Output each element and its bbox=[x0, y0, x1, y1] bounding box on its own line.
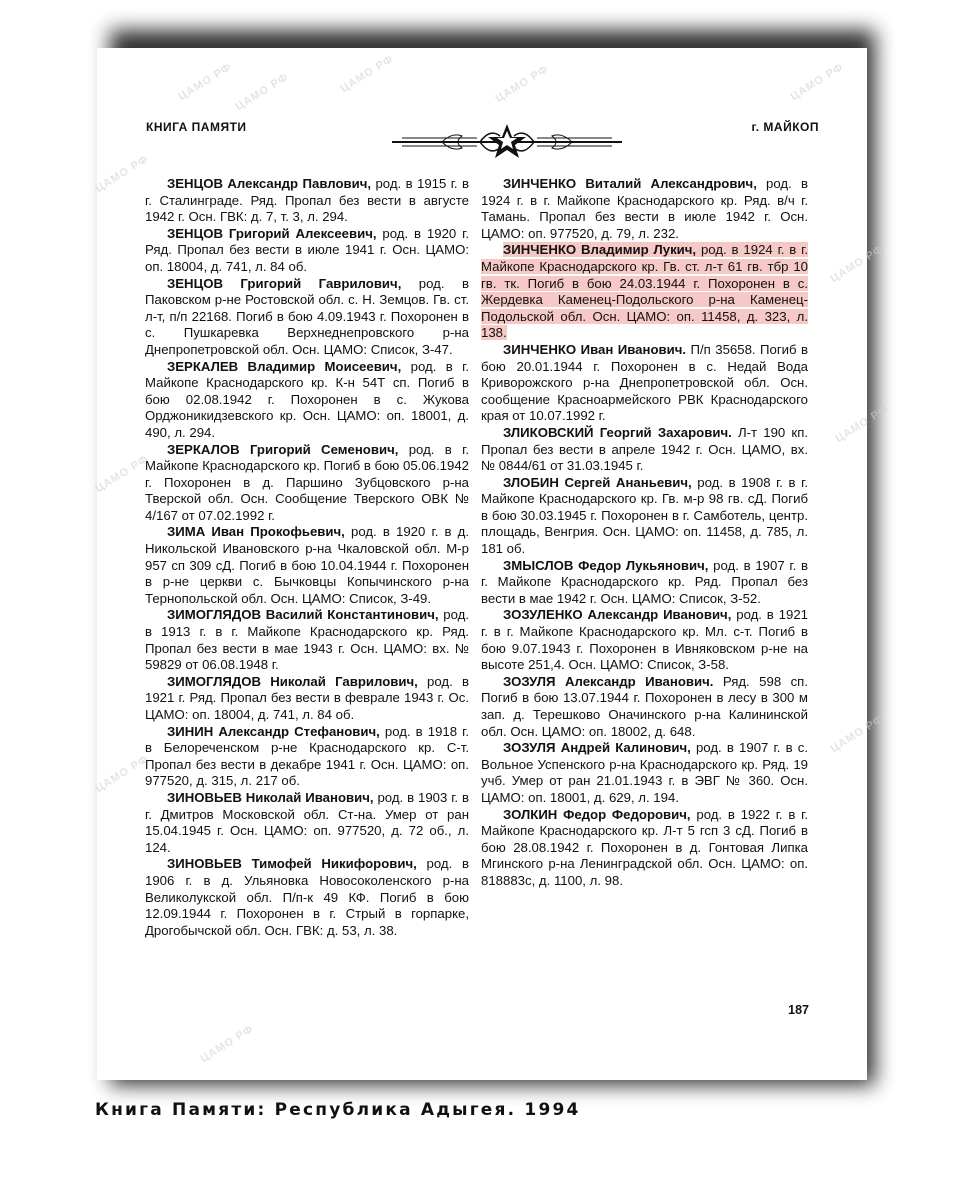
entry-text: род. в 1920 г. в д. Никольской Ивановского р-на Чкаловской обл. М-р 957 сп 309 сД. Погиб в бою 10.04.1944 г. Похоронен в р-не церкви с. Бычковцы Копычинского р-на Тернопольской обл. Осн. ЦАМО: Список, З-49. bbox=[145, 524, 470, 606]
entry-text: род. в 1907 г. в г. Майкопе Краснодарского кр. Ряд. Пропал без вести в мае 1942 г. Осн. ЦАМО: Список, З-52. bbox=[481, 557, 808, 606]
entry bbox=[145, 442, 469, 525]
entry-name: ЗИНЧЕНКО Владимир Лукич, bbox=[503, 242, 697, 258]
watermark: ЦАМО РФ bbox=[93, 452, 151, 496]
entry-name: ЗОЗУЛЯ Александр Иванович. bbox=[503, 673, 714, 689]
running-head-left: КНИГА ПАМЯТИ bbox=[146, 120, 247, 134]
entry bbox=[481, 807, 808, 890]
entry-name: ЗЕРКАЛЕВ Владимир Моисеевич, bbox=[167, 358, 402, 374]
entry-name: ЗОЗУЛЕНКО Александр Иванович, bbox=[503, 607, 732, 623]
watermark: ЦАМО РФ bbox=[338, 52, 396, 96]
entry bbox=[145, 226, 469, 276]
watermark: ЦАМО РФ bbox=[198, 1022, 256, 1066]
entry bbox=[481, 740, 808, 806]
entry-name: ЗИНЧЕНКО Иван Иванович. bbox=[503, 341, 687, 357]
entry-name: ЗЕРКАЛОВ Григорий Семенович, bbox=[167, 441, 399, 457]
watermark: ЦАМО РФ bbox=[93, 152, 151, 196]
entry-text: род. в 1921 г. в г. Майкопе Краснодарского кр. Мл. с-т. Погиб в бою 9.07.1943 г. Похоронен в Ивняковском р-не на высоте 251,4. Осн. ЦАМО: Список, З-58. bbox=[481, 607, 808, 673]
entry-name: ЗЛИКОВСКИЙ Георгий Захарович. bbox=[503, 424, 732, 440]
entry-text: род. в 1908 г. в г. Майкопе Краснодарского кр. Гв. м-р 98 гв. сД. Погиб в бою 30.03.1945 г. Похоронен в г. Самботель, центр. площадь, Венгрия. Осн. ЦАМО: оп. 11458, д. 785, л. 181 об. bbox=[481, 474, 808, 557]
caption: Книга Памяти: Республика Адыгея. 1994 bbox=[95, 1100, 581, 1120]
entry-text: род. в г. Майкопе Краснодарского кр. К-н 54Т сп. Погиб в бою 02.08.1942 г. Похоронен в с. Жукова Орджоникидзевского кр. Осн. ЦАМО: оп. 18001, д. 490, л. 294. bbox=[145, 358, 469, 440]
entry-text: род. в 1921 г. Ряд. Пропал без вести в феврале 1943 г. Ос. ЦАМО: оп. 18004, д. 741, л. 84 об. bbox=[145, 673, 469, 722]
entry bbox=[145, 674, 469, 724]
entry-text: род. в 1924 г. в г. Майкопе Краснодарского кр. Гв. ст. л-т 61 гв. тбр 10 гв. тк. Погиб в бою 24.03.1944 г. Похоронен в с. Жердевка Каменец-Подольского р-на Каменец-Подольской обл. Осн. ЦАМО: оп. 11458, д. 323, л. 138. bbox=[481, 242, 809, 341]
entry-text: П/п 35658. Погиб в бою 20.01.1944 г. Похоронен в с. Недай Вода Криворожского р-на Днепропетровской обл. Осн. сообщение Красноармейского РВК Краснодарского края от 10.07.1992 г. bbox=[481, 341, 808, 424]
entry-name: ЗИМА Иван Прокофьевич, bbox=[167, 524, 345, 540]
entry bbox=[145, 359, 469, 442]
watermark: ЦАМО РФ bbox=[233, 70, 291, 114]
entry bbox=[481, 558, 808, 608]
entry bbox=[145, 856, 469, 939]
left-column bbox=[145, 176, 469, 939]
entry-text: род. в 1906 г. в д. Ульяновка Новосоколенского р-на Великолукской обл. П/п-к 49 КФ. Погиб в бою 12.09.1944 г. Похоронен в г. Стрый в горпарке, Дрогобычской обл. Осн. ГВК: д. 53, л. 38. bbox=[145, 856, 469, 938]
entry-text: род. в 1924 г. в г. Майкопе Краснодарского кр. Ряд. в/ч г. Тамань. Пропал без вести в июле 1942 г. Осн. ЦАМО: оп. 977520, д. 79, л. 232. bbox=[481, 176, 808, 241]
entry bbox=[145, 524, 469, 607]
running-head-right: г. МАЙКОП bbox=[751, 120, 819, 134]
document-page bbox=[93, 48, 891, 1080]
entry-name: ЗИНОВЬЕВ Николай Иванович, bbox=[167, 789, 374, 805]
entry bbox=[145, 790, 469, 856]
entry bbox=[481, 242, 808, 342]
entry-name: ЗОЗУЛЯ Андрей Калинович, bbox=[503, 740, 691, 756]
entry bbox=[481, 607, 808, 673]
entry bbox=[481, 176, 808, 242]
entry-text: род. в 1920 г. Ряд. Пропал без вести в июле 1941 г. Осн. ЦАМО: оп. 18004, д. 741, л. 84 об. bbox=[145, 225, 469, 274]
entry bbox=[145, 724, 469, 790]
entry-name: ЗЕНЦОВ Григорий Алексеевич, bbox=[167, 225, 377, 241]
watermark: ЦАМО РФ bbox=[833, 402, 891, 446]
entry-text: род. в Паковском р-не Ростовской обл. с. Н. Земцов. Гв. ст. л-т, п/п 22168. Погиб в бою 4.09.1943 г. Похоронен в с. Пушкаревка Верхнеднепровского р-на Днепропетровской обл. Осн. ЦАМО: Список, З-47. bbox=[145, 275, 469, 357]
star-ornament-icon bbox=[382, 122, 632, 162]
entry-name: ЗИМОГЛЯДОВ Николай Гаврилович, bbox=[167, 673, 418, 689]
entry-text: род. в 1918 г. в Белореченском р-не Краснодарского кр. С-т. Пропал без вести в декабре 1941 г. Осн. ЦАМО: оп. 977520, д. 315, л. 217 об. bbox=[145, 723, 469, 789]
entry-text: Л-т 190 кп. Пропал без вести в апреле 1942 г. Осн. ЦАМО, вх. № 0844/61 от 31.03.1945 г. bbox=[481, 424, 809, 474]
entry-name: ЗИНЧЕНКО Виталий Александрович, bbox=[503, 176, 757, 191]
entry-text: род. в 1915 г. в г. Сталинграде. Ряд. Пропал без вести в августе 1942 г. Осн. ГВК: д. 7, т. 3, л. 294. bbox=[145, 176, 469, 225]
entry bbox=[481, 425, 808, 475]
entry-name: ЗИНИН Александр Стефанович, bbox=[167, 723, 380, 739]
entry-text: Ряд. 598 сп. Погиб в бою 13.07.1944 г. Похоронен в лесу в 300 м зап. д. Терешково Оначинского р-на Калининской обл. Осн. ЦАМО: оп. 18002, д. 648. bbox=[481, 673, 808, 739]
entry-name: ЗОЛКИН Федор Федорович, bbox=[503, 806, 691, 822]
entry-text: род. в г. Майкопе Краснодарского кр. Погиб в бою 05.06.1942 г. Похоронен в д. Паршино Зубцовского р-на Тверской обл. Осн. Сообщение Тверского ОВК № 4/167 от 07.02.1992 г. bbox=[145, 441, 469, 523]
watermark: ЦАМО РФ bbox=[93, 752, 151, 796]
entry-text: род. в 1903 г. в г. Дмитров Московской обл. Ст-на. Умер от ран 15.04.1945 г. Осн. ЦАМО: оп. 977520, д. 72 об., л. 124. bbox=[145, 789, 469, 855]
entry-name: ЗМЫСЛОВ Федор Лукьянович, bbox=[503, 557, 709, 573]
watermark: ЦАМО РФ bbox=[828, 712, 886, 756]
entry-name: ЗИМОГЛЯДОВ Василий Константинович, bbox=[167, 607, 439, 623]
watermark: ЦАМО РФ bbox=[788, 60, 846, 104]
entry bbox=[145, 176, 469, 226]
entry-text: род. в 1907 г. в с. Вольное Успенского р-на Краснодарского кр. Ряд. 19 учб. Умер от ран 21.01.1943 г. в ЭВГ № 360. Осн. ЦАМО: оп. 18001, д. 629, л. 194. bbox=[481, 740, 808, 805]
entry bbox=[481, 342, 808, 425]
entry-text: род. в 1922 г. в г. Майкопе Краснодарского кр. Л-т 5 гсп 3 сД. Погиб в бою 28.08.1942 г. Похоронен в д. Гонтовая Липка Мгинского р-на Ленинградской обл. Осн. ЦАМО: оп. 818883с, д. 1100, л. 98. bbox=[481, 806, 808, 888]
watermark: ЦАМО РФ bbox=[828, 242, 886, 286]
watermark: ЦАМО РФ bbox=[493, 62, 551, 106]
entry-name: ЗЕНЦОВ Александр Павлович, bbox=[167, 176, 372, 191]
entry-name: ЗЛОБИН Сергей Ананьевич, bbox=[503, 474, 692, 490]
entry-name: ЗИНОВЬЕВ Тимофей Никифорович, bbox=[167, 856, 417, 872]
entry bbox=[481, 475, 808, 558]
entry-text: род. в 1913 г. в г. Майкопе Краснодарского кр. Ряд. Пропал без вести в мае 1943 г. Осн. ЦАМО: вх. № 59829 от 06.08.1948 г. bbox=[145, 607, 469, 673]
entry-name: ЗЕНЦОВ Григорий Гаврилович, bbox=[167, 275, 402, 291]
entry bbox=[481, 674, 808, 740]
entry bbox=[145, 276, 469, 359]
watermark: ЦАМО РФ bbox=[176, 60, 234, 104]
right-column bbox=[481, 176, 808, 890]
entry bbox=[145, 607, 469, 673]
page-number: 187 bbox=[788, 1003, 809, 1017]
